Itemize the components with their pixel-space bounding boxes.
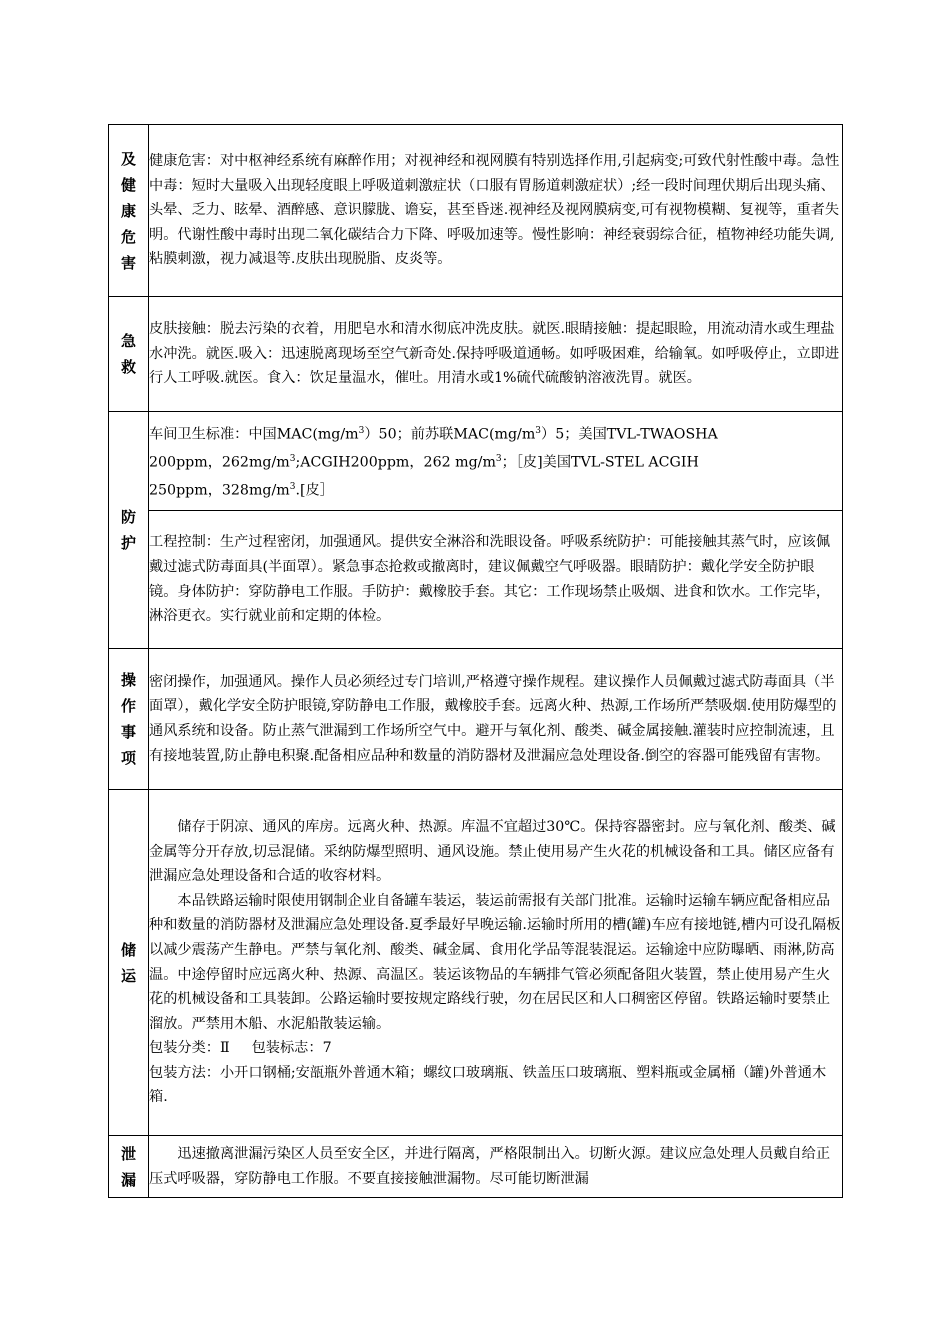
label-char: 危: [120, 227, 136, 246]
label-operation: [109, 649, 149, 790]
label-char: 储: [120, 940, 136, 959]
transport-paragraph: 本品铁路运输时限使用钢制企业自备罐车装运，装运前需报有关部门批准。运输时运输车辆应配备相应品种和数量的消防器材及泄漏应急处理设备.夏季最好早晚运输.运输时所用的槽(罐)车应有接地链,槽内可设孔隔板以减少震荡产生静电。严禁与氧化剂、酸类、碱金属、食用化学品等混装混运。运输途中应防曝晒、雨淋,防高温。中途停留时应远离火种、热源、高温区。装运该物品的车辆排气管必须配备阻火装置，禁止使用易产生火花的机械设备和工具装卸。公路运输时要按规定路线行驶，勿在居民区和人口稠密区停留。铁路运输时要禁止溜放。严禁用木船、水泥船散装运输。: [149, 892, 841, 1032]
label-char: 及: [120, 149, 136, 168]
standards-line-3: 250ppm，$328mg/m^3$.[皮］: [149, 482, 334, 499]
health-hazard-text: 健康危害：对中枢神经系统有麻醉作用；对视神经和视网膜有特别选择作用,引起病变;可致代射性酸中毒。急性中毒：短时大量吸入出现轻度眼上呼吸道刺激症状（口服有胃肠道刺激症状）;经一段时间理伏期后出现头痛、头晕、乏力、眩晕、酒醉感、意识朦胧、谵妄，甚至昏迷.视神经及视网膜病变,可有视物模糊、复视等，重者失明。代谢性酸中毒时出现二氧化碳结合力下降、呼吸加速等。慢性影响：神经衰弱综合征，植物神经功能失调,粘膜刺激，视力减退等.皮肤出现脱脂、皮炎等。: [149, 125, 843, 297]
label-char: 康: [120, 201, 136, 220]
label-char: 泄: [120, 1144, 136, 1163]
standards-line-2: 200ppm，$262mg/m^3;ACGIH200ppm$，262 $mg/m^3$；［皮]美国TVL-STEL ACGIH: [149, 453, 699, 471]
protection-standards: [149, 412, 843, 511]
row-leak: [109, 1136, 843, 1198]
label-char: 害: [120, 253, 136, 272]
packing-method: 包装方法：小开口钢桶;安瓿瓶外普通木箱；螺纹口玻璃瓶、铁盖压口玻璃瓶、塑料瓶或金属桶（罐)外普通木箱.: [149, 1064, 827, 1106]
packing-classification: 包装分类：Ⅱ 包装标志：7: [149, 1040, 332, 1057]
row-health-hazard: [109, 125, 843, 297]
label-char: 操: [120, 671, 136, 689]
label-char: 作: [120, 697, 136, 715]
storage-text: [149, 790, 843, 1136]
label-protection: [109, 412, 149, 649]
label-char: 防: [120, 508, 136, 526]
msds-table: [108, 124, 843, 1198]
operation-text: 密闭操作，加强通风。操作人员必须经过专门培训,严格遵守操作规程。建议操作人员佩戴过滤式防毒面具（半面罩），戴化学安全防护眼镜,穿防静电工作服，戴橡胶手套。远离火种、热源,工作场所严禁吸烟.使用防爆型的通风系统和设备。防止蒸气泄漏到工作场所空气中。避开与氧化剂、酸类、碱金属接触.灌装时应控制流速，且有接地装置,防止静电积聚.配备相应品种和数量的消防器材及泄漏应急处理设备.倒空的容器可能残留有害物。: [149, 649, 843, 790]
leak-text: [149, 1136, 843, 1198]
label-char: 救: [120, 358, 136, 376]
row-storage: [109, 790, 843, 1136]
label-char: 事: [120, 723, 136, 741]
row-protection-standards: [109, 412, 843, 511]
label-char: 护: [120, 534, 136, 552]
storage-paragraph: 储存于阴凉、通风的库房。远离火种、热源。库温不宜超过30℃。保持容器密封。应与氧化剂、酸类、碱金属等分开存放,切忌混储。采纳防爆型照明、通风设施。禁止使用易产生火花的机械设备和工具。储区应备有泄漏应急处理设备和合适的收容材料。: [149, 818, 836, 885]
label-char: 运: [120, 966, 136, 985]
row-first-aid: [109, 297, 843, 412]
label-storage: [109, 790, 149, 1136]
label-leak: [109, 1136, 149, 1198]
leak-paragraph: 迅速撤离泄漏污染区人员至安全区，并进行隔离，严格限制出入。切断火源。建议应急处理人员戴自给正压式呼吸器，穿防静电工作服。不要直接接触泄漏物。尽可能切断泄漏: [149, 1145, 831, 1187]
label-char: 漏: [120, 1170, 136, 1189]
row-protection-engineering: [109, 511, 843, 649]
row-operation: [109, 649, 843, 790]
standards-line-1: 车间卫生标准：中国$MAC(mg/m^3)50$；前苏联$MAC(mg/m^3)5$；美国TVL-TWAOSHA: [149, 425, 718, 443]
label-health-hazard: [109, 125, 149, 297]
label-first-aid: [109, 297, 149, 412]
protection-engineering-text: 工程控制：生产过程密闭，加强通风。提供安全淋浴和洗眼设备。呼吸系统防护：可能接触其蒸气时，应该佩戴过滤式防毒面具(半面罩）。紧急事态抢救或撤离时，建议佩戴空气呼吸器。眼睛防护：戴化学安全防护眼镜。身体防护：穿防静电工作服。手防护：戴橡胶手套。其它：工作现场禁止吸烟、进食和饮水。工作完毕，淋浴更衣。实行就业前和定期的体检。: [149, 511, 843, 649]
first-aid-text: 皮肤接触：脱去污染的衣着，用肥皂水和清水彻底冲洗皮肤。就医.眼睛接触：提起眼睑，用流动清水或生理盐水冲洗。就医.吸入：迅速脱离现场至空气新奇处.保持呼吸道通畅。如呼吸困难，给输氧。如呼吸停止，立即进行人工呼吸.就医。食入：饮足量温水，催吐。用清水或1%硫代硫酸钠溶液洗胃。就医。: [149, 297, 843, 412]
label-char: 急: [120, 332, 136, 350]
label-char: 健: [120, 175, 136, 194]
label-char: 项: [120, 749, 136, 767]
